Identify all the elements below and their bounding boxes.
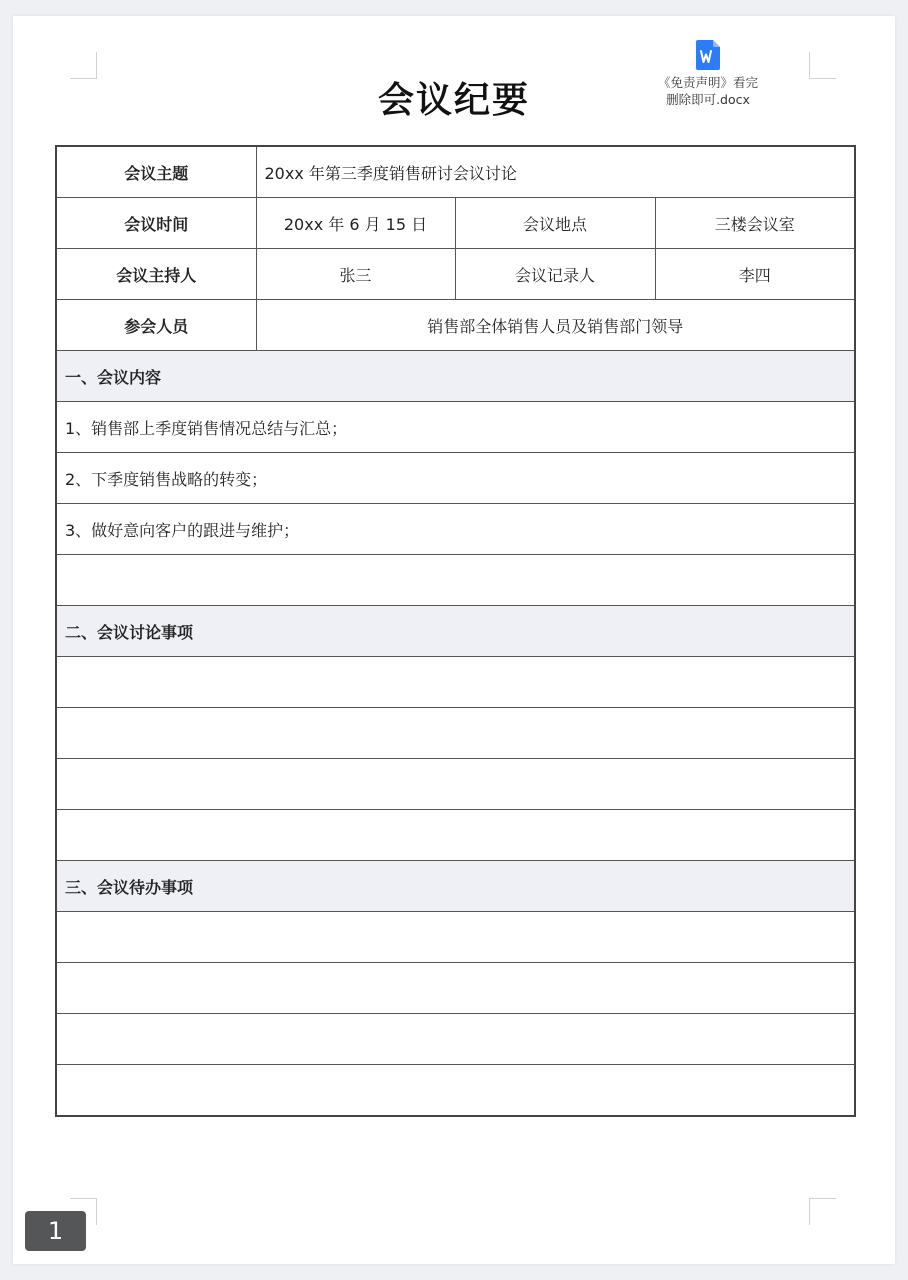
table-row <box>56 146 855 198</box>
table-row <box>56 1014 855 1065</box>
content-item[interactable]: 1、销售部上季度销售情况总结与汇总； <box>56 402 855 453</box>
content-item[interactable] <box>56 555 855 606</box>
section-discussion-title: 二、会议讨论事项 <box>56 606 855 657</box>
table-row <box>56 249 855 300</box>
margin-mark-bottom-right <box>809 1198 836 1225</box>
topic-value[interactable]: 20xx 年第三季度销售研讨会议讨论 <box>256 146 855 198</box>
location-value[interactable]: 三楼会议室 <box>655 198 855 249</box>
recorder-label: 会议记录人 <box>455 249 655 300</box>
section-todo-title: 三、会议待办事项 <box>56 861 855 912</box>
location-label: 会议地点 <box>455 198 655 249</box>
table-row <box>56 708 855 759</box>
table-row <box>56 759 855 810</box>
todo-item[interactable] <box>56 1065 855 1117</box>
attachment-file[interactable] <box>646 40 770 108</box>
minutes-table <box>55 145 856 1117</box>
section-header-row <box>56 606 855 657</box>
table-row <box>56 1065 855 1117</box>
todo-item[interactable] <box>56 1014 855 1065</box>
document-title: 会议纪要 <box>377 80 530 121</box>
content-item[interactable]: 3、做好意向客户的跟进与维护； <box>56 504 855 555</box>
discussion-item[interactable] <box>56 810 855 861</box>
table-row <box>56 198 855 249</box>
attendees-value[interactable]: 销售部全体销售人员及销售部门领导 <box>256 300 855 351</box>
table-row <box>56 810 855 861</box>
section-meeting-content-title: 一、会议内容 <box>56 351 855 402</box>
table-row <box>56 402 855 453</box>
todo-item[interactable] <box>56 963 855 1014</box>
discussion-item[interactable] <box>56 708 855 759</box>
time-label: 会议时间 <box>56 198 256 249</box>
content-item[interactable]: 2、下季度销售战略的转变； <box>56 453 855 504</box>
table-row <box>56 453 855 504</box>
attendees-label: 参会人员 <box>56 300 256 351</box>
attachment-filename: 《免责声明》看完 删除即可.docx <box>657 75 758 107</box>
section-header-row <box>56 861 855 912</box>
host-value[interactable]: 张三 <box>256 249 455 300</box>
recorder-value[interactable]: 李四 <box>655 249 855 300</box>
table-row <box>56 555 855 606</box>
host-label: 会议主持人 <box>56 249 256 300</box>
discussion-item[interactable] <box>56 657 855 708</box>
word-file-icon <box>696 40 720 70</box>
table-row <box>56 657 855 708</box>
table-row <box>56 912 855 963</box>
discussion-item[interactable] <box>56 759 855 810</box>
page-number-badge: 1 <box>25 1211 86 1251</box>
table-row <box>56 504 855 555</box>
todo-item[interactable] <box>56 912 855 963</box>
table-row <box>56 963 855 1014</box>
table-row <box>56 300 855 351</box>
section-header-row <box>56 351 855 402</box>
topic-label: 会议主题 <box>56 146 256 198</box>
time-value[interactable]: 20xx 年 6 月 15 日 <box>256 198 455 249</box>
